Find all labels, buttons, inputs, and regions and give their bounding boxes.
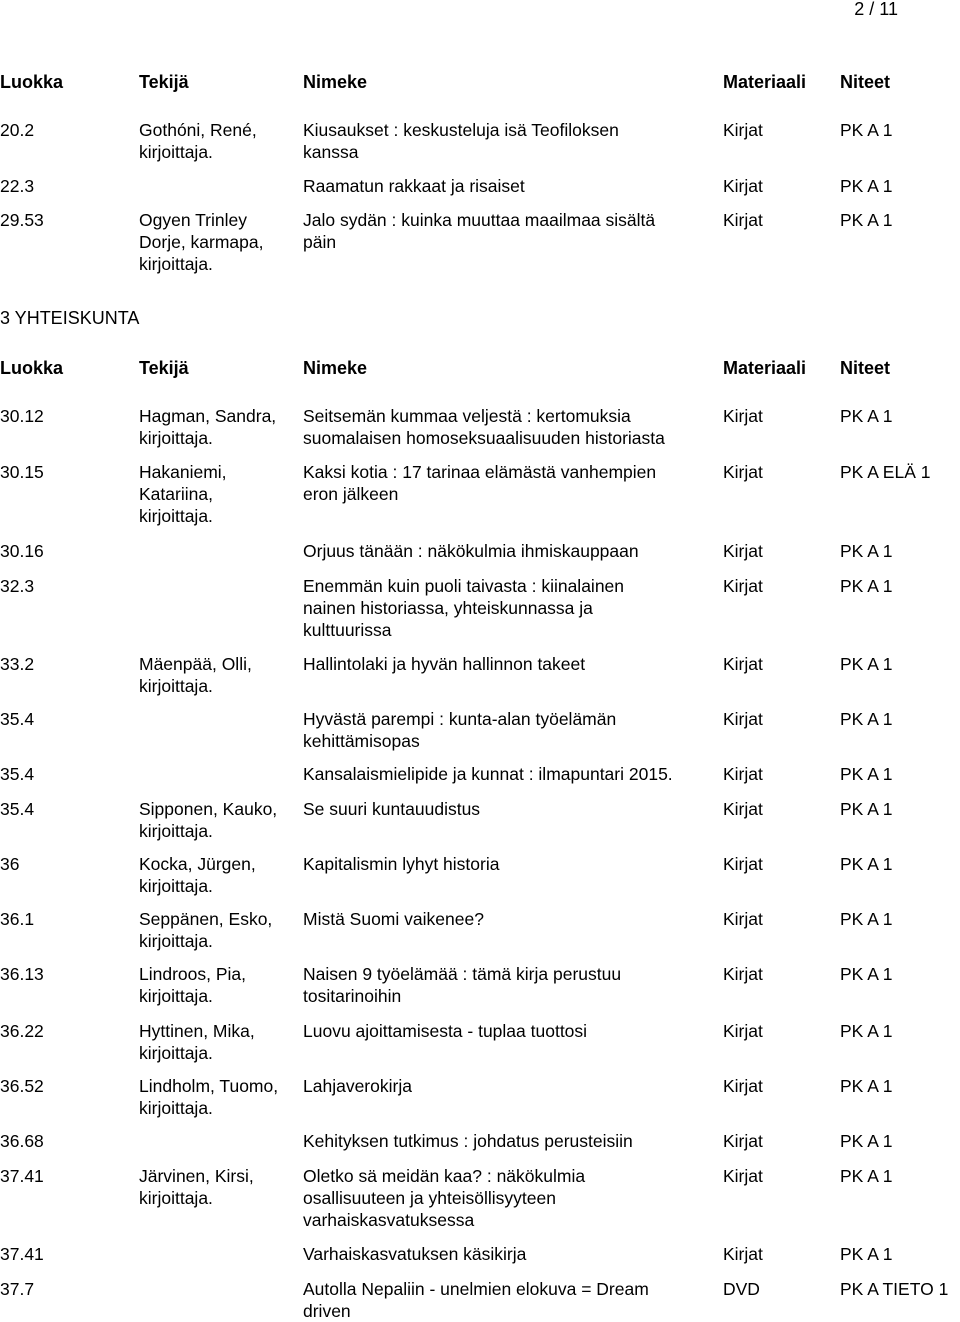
cell-tekija: Gothóni, René, kirjoittaja. [139, 120, 257, 162]
cell-niteet: PK A 1 [840, 1244, 893, 1264]
cell-niteet: PK A TIETO 1 [840, 1279, 949, 1299]
table-header [0, 71, 960, 93]
cell-materiaali: Kirjat [723, 462, 763, 482]
cell-niteet: PK A 1 [840, 210, 893, 230]
cell-nimeke: Kaksi kotia : 17 tarinaa elämästä vanhempien eron jälkeen [303, 462, 657, 504]
cell-niteet: PK A ELÄ 1 [840, 462, 931, 482]
cell-luokka: 30.15 [0, 462, 44, 482]
cell-luokka: 29.53 [0, 210, 44, 230]
cell-luokka: 37.41 [0, 1244, 44, 1264]
cell-niteet: PK A 1 [840, 576, 893, 596]
cell-niteet: PK A 1 [840, 1166, 893, 1186]
cell-luokka: 35.4 [0, 709, 35, 729]
header-luokka: Luokka [0, 72, 64, 92]
cell-niteet: PK A 1 [840, 799, 893, 819]
cell-tekija: Seppänen, Esko, kirjoittaja. [139, 909, 273, 951]
cell-luokka: 35.4 [0, 764, 35, 784]
cell-materiaali: Kirjat [723, 909, 763, 929]
cell-nimeke: Oletko sä meidän kaa? : näkökulmia osallisuuteen ja yhteisöllisyyteen varhaiskasvatuksessa [303, 1166, 586, 1230]
cell-materiaali: Kirjat [723, 1021, 763, 1041]
cell-luokka: 37.41 [0, 1166, 44, 1186]
header-niteet: Niteet [840, 72, 891, 92]
cell-tekija: Hakaniemi, Katariina, kirjoittaja. [139, 462, 227, 526]
cell-luokka: 33.2 [0, 654, 35, 674]
cell-nimeke: Se suuri kuntauudistus [303, 799, 481, 819]
cell-tekija: Mäenpää, Olli, kirjoittaja. [139, 654, 252, 696]
cell-materiaali: Kirjat [723, 1244, 763, 1264]
header-niteet: Niteet [840, 358, 891, 378]
cell-nimeke: Seitsemän kummaa veljestä : kertomuksia suomalaisen homoseksuaalisuuden historiasta [303, 406, 665, 448]
cell-materiaali: Kirjat [723, 764, 763, 784]
cell-nimeke: Varhaiskasvatuksen käsikirja [303, 1244, 527, 1264]
cell-luokka: 32.3 [0, 576, 35, 596]
cell-luokka: 36 [0, 854, 20, 874]
cell-materiaali: Kirjat [723, 964, 763, 984]
cell-luokka: 20.2 [0, 120, 35, 140]
cell-nimeke: Kehityksen tutkimus : johdatus perusteisiin [303, 1131, 633, 1151]
cell-tekija: Ogyen Trinley Dorje, karmapa, kirjoittaja. [139, 210, 264, 274]
cell-luokka: 36.1 [0, 909, 35, 929]
cell-materiaali: DVD [723, 1279, 760, 1299]
cell-materiaali: Kirjat [723, 854, 763, 874]
cell-luokka: 36.13 [0, 964, 44, 984]
cell-nimeke: Kiusaukset : keskusteluja isä Teofiloksen kanssa [303, 120, 619, 162]
cell-materiaali: Kirjat [723, 210, 763, 230]
cell-luokka: 36.68 [0, 1131, 44, 1151]
page-number: 2 / 11 [854, 0, 898, 19]
cell-nimeke: Orjuus tänään : näkökulmia ihmiskauppaan [303, 541, 639, 561]
cell-niteet: PK A 1 [840, 909, 893, 929]
cell-tekija: Järvinen, Kirsi, kirjoittaja. [139, 1166, 254, 1208]
cell-materiaali: Kirjat [723, 541, 763, 561]
cell-niteet: PK A 1 [840, 654, 893, 674]
header-nimeke: Nimeke [303, 358, 368, 378]
cell-materiaali: Kirjat [723, 1076, 763, 1096]
header-materiaali: Materiaali [723, 358, 807, 378]
cell-nimeke: Raamatun rakkaat ja risaiset [303, 176, 525, 196]
section-title: 3 YHTEISKUNTA [0, 308, 140, 328]
cell-nimeke: Hallintolaki ja hyvän hallinnon takeet [303, 654, 586, 674]
cell-tekija: Lindroos, Pia, kirjoittaja. [139, 964, 247, 1006]
cell-materiaali: Kirjat [723, 1131, 763, 1151]
cell-niteet: PK A 1 [840, 176, 893, 196]
cell-niteet: PK A 1 [840, 709, 893, 729]
cell-nimeke: Kapitalismin lyhyt historia [303, 854, 500, 874]
cell-niteet: PK A 1 [840, 120, 893, 140]
cell-luokka: 35.4 [0, 799, 35, 819]
cell-materiaali: Kirjat [723, 1166, 763, 1186]
cell-tekija: Kocka, Jürgen, kirjoittaja. [139, 854, 256, 896]
cell-nimeke: Lahjaverokirja [303, 1076, 412, 1096]
cell-nimeke: Hyvästä parempi : kunta-alan työelämän kehittämisopas [303, 709, 617, 751]
cell-nimeke: Naisen 9 työelämää : tämä kirja perustuu tositarinoihin [303, 964, 622, 1006]
cell-niteet: PK A 1 [840, 1021, 893, 1041]
cell-luokka: 36.22 [0, 1021, 44, 1041]
cell-nimeke: Luovu ajoittamisesta - tuplaa tuottosi [303, 1021, 588, 1041]
cell-materiaali: Kirjat [723, 709, 763, 729]
cell-luokka: 30.16 [0, 541, 44, 561]
cell-luokka: 30.12 [0, 406, 44, 426]
cell-materiaali: Kirjat [723, 576, 763, 596]
cell-niteet: PK A 1 [840, 406, 893, 426]
cell-nimeke: Kansalaismielipide ja kunnat : ilmapuntari 2015. [303, 764, 673, 784]
cell-luokka: 22.3 [0, 176, 35, 196]
cell-materiaali: Kirjat [723, 406, 763, 426]
cell-tekija: Sipponen, Kauko, kirjoittaja. [139, 799, 278, 841]
cell-niteet: PK A 1 [840, 1076, 893, 1096]
cell-niteet: PK A 1 [840, 964, 893, 984]
cell-nimeke: Enemmän kuin puoli taivasta : kiinalainen nainen historiassa, yhteiskunnassa ja kulttuurissa [303, 576, 625, 640]
cell-tekija: Hagman, Sandra, kirjoittaja. [139, 406, 277, 448]
cell-nimeke: Autolla Nepaliin - unelmien elokuva = Dream driven [303, 1279, 649, 1321]
cell-tekija: Hyttinen, Mika, kirjoittaja. [139, 1021, 255, 1063]
cell-nimeke: Mistä Suomi vaikenee? [303, 909, 484, 929]
cell-niteet: PK A 1 [840, 541, 893, 561]
header-tekija: Tekijä [139, 72, 189, 92]
cell-niteet: PK A 1 [840, 1131, 893, 1151]
cell-niteet: PK A 1 [840, 854, 893, 874]
table-header [0, 357, 960, 379]
header-materiaali: Materiaali [723, 72, 807, 92]
header-luokka: Luokka [0, 358, 64, 378]
cell-materiaali: Kirjat [723, 654, 763, 674]
cell-materiaali: Kirjat [723, 176, 763, 196]
cell-nimeke: Jalo sydän : kuinka muuttaa maailmaa sisältä päin [303, 210, 656, 252]
cell-luokka: 37.7 [0, 1279, 35, 1299]
cell-luokka: 36.52 [0, 1076, 44, 1096]
header-tekija: Tekijä [139, 358, 189, 378]
cell-materiaali: Kirjat [723, 120, 763, 140]
cell-tekija: Lindholm, Tuomo, kirjoittaja. [139, 1076, 279, 1118]
header-nimeke: Nimeke [303, 72, 368, 92]
cell-materiaali: Kirjat [723, 799, 763, 819]
cell-niteet: PK A 1 [840, 764, 893, 784]
